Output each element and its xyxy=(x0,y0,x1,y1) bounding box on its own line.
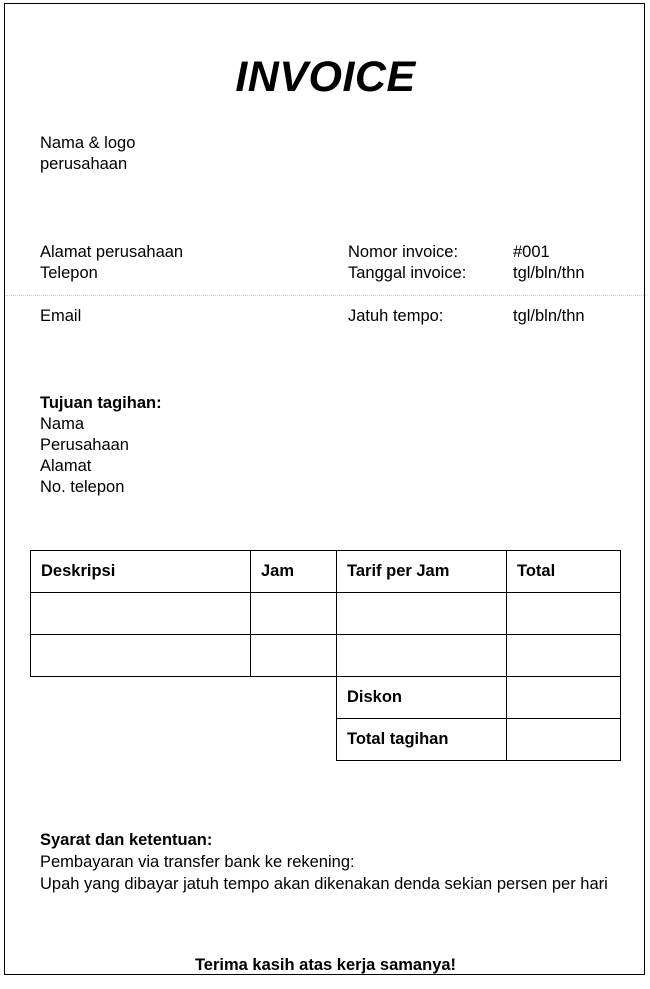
invoice-meta-labels-lower xyxy=(348,306,443,327)
spacer-cell xyxy=(31,677,251,719)
cell-description[interactable] xyxy=(31,593,251,635)
invoice-meta-lower xyxy=(5,306,645,330)
invoice-meta-upper xyxy=(5,242,645,288)
invoice-number-value: #001 xyxy=(513,243,550,261)
meta-dotted-divider xyxy=(5,295,644,296)
company-contact-lower xyxy=(40,306,81,327)
discount-label: Diskon xyxy=(337,677,507,719)
company-contact-upper xyxy=(40,242,183,284)
table-header-row xyxy=(31,551,621,593)
cell-total[interactable] xyxy=(507,593,621,635)
due-date-label: Jatuh tempo: xyxy=(348,307,444,325)
column-header-hours: Jam xyxy=(251,551,337,593)
invoice-date-value: tgl/bln/thn xyxy=(513,264,585,282)
company-name-line-2: perusahaan xyxy=(40,155,128,173)
bill-to-heading: Tujuan tagihan: xyxy=(40,394,162,412)
invoice-meta-values-lower xyxy=(513,306,585,327)
spacer-cell xyxy=(31,719,251,761)
bill-to-company: Perusahaan xyxy=(40,436,129,454)
table-row[interactable] xyxy=(31,593,621,635)
bill-to-phone: No. telepon xyxy=(40,478,125,496)
bill-to-block xyxy=(40,393,162,498)
invoice-page xyxy=(4,3,645,975)
company-email: Email xyxy=(40,307,82,325)
summary-row-discount xyxy=(31,677,621,719)
company-identity-block xyxy=(40,133,135,175)
spacer-cell xyxy=(251,677,337,719)
cell-rate[interactable] xyxy=(337,635,507,677)
due-date-value: tgl/bln/thn xyxy=(513,307,585,325)
grand-total-label: Total tagihan xyxy=(337,719,507,761)
terms-block xyxy=(40,829,610,895)
column-header-total: Total xyxy=(507,551,621,593)
line-items-table xyxy=(30,550,621,761)
company-name-line-1: Nama & logo xyxy=(40,134,136,152)
column-header-rate: Tarif per Jam xyxy=(337,551,507,593)
discount-value[interactable] xyxy=(507,677,621,719)
table-row[interactable] xyxy=(31,635,621,677)
terms-heading: Syarat dan ketentuan: xyxy=(40,831,213,849)
column-header-description: Deskripsi xyxy=(31,551,251,593)
thank-you-message: Terima kasih atas kerja samanya! xyxy=(194,956,457,974)
bill-to-address: Alamat xyxy=(40,457,92,475)
invoice-meta-values-upper xyxy=(513,242,585,284)
cell-total[interactable] xyxy=(507,635,621,677)
cell-rate[interactable] xyxy=(337,593,507,635)
bill-to-name: Nama xyxy=(40,415,85,433)
summary-row-grand-total xyxy=(31,719,621,761)
terms-line-payment: Pembayaran via transfer bank ke rekening: xyxy=(40,853,355,871)
spacer-cell xyxy=(251,719,337,761)
company-phone: Telepon xyxy=(40,264,98,282)
page-title: INVOICE xyxy=(235,53,416,101)
invoice-meta-labels-upper xyxy=(348,242,466,284)
invoice-number-label: Nomor invoice: xyxy=(348,243,459,261)
cell-hours[interactable] xyxy=(251,635,337,677)
cell-hours[interactable] xyxy=(251,593,337,635)
company-address: Alamat perusahaan xyxy=(40,243,184,261)
cell-description[interactable] xyxy=(31,635,251,677)
grand-total-value[interactable] xyxy=(507,719,621,761)
terms-line-penalty: Upah yang dibayar jatuh tempo akan dikenakan denda sekian persen per hari xyxy=(40,875,608,893)
invoice-date-label: Tanggal invoice: xyxy=(348,264,467,282)
